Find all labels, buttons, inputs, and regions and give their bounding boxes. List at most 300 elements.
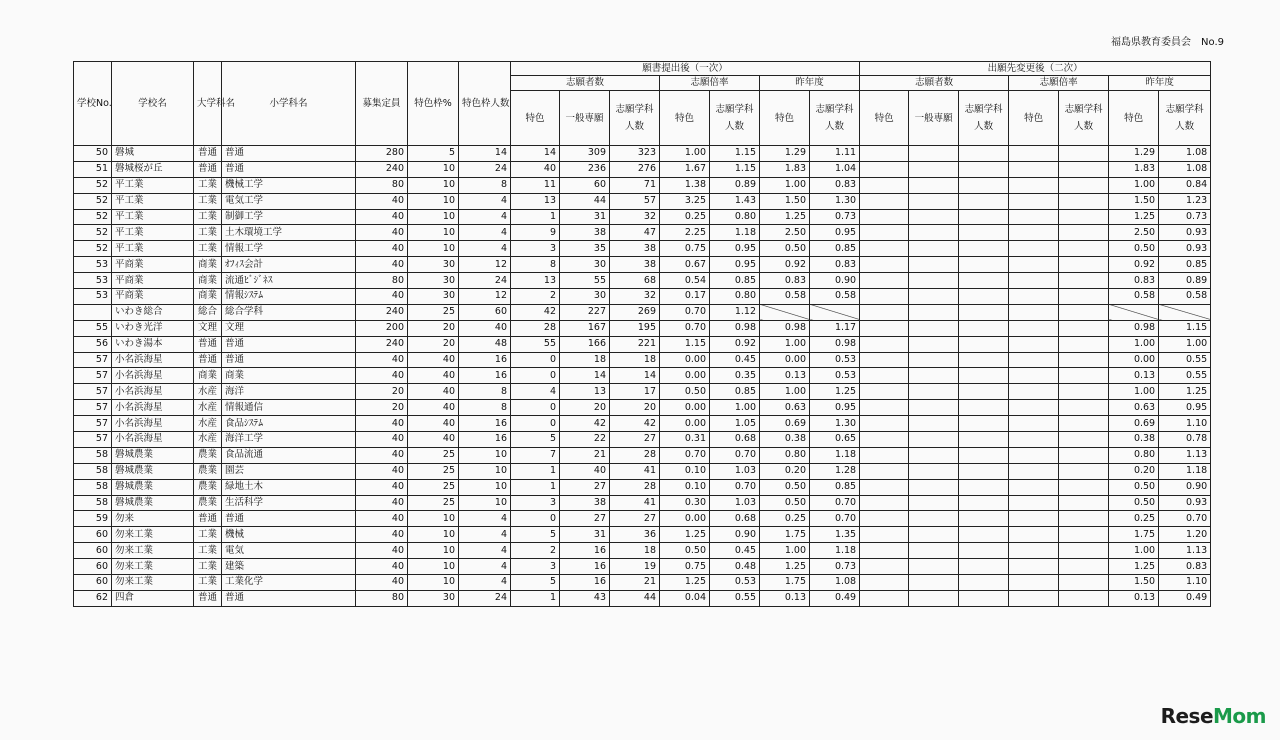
table-row bbox=[74, 527, 1211, 543]
cell-t2 bbox=[860, 479, 909, 495]
cell-g2 bbox=[959, 146, 1009, 162]
cell-pg1: 0.85 bbox=[810, 241, 860, 257]
table-row bbox=[74, 479, 1211, 495]
cell-i1: 38 bbox=[560, 225, 610, 241]
cell-teiin: 40 bbox=[356, 575, 408, 591]
cell-i2 bbox=[909, 320, 959, 336]
cell-rg2 bbox=[1059, 209, 1109, 225]
cell-g1: 32 bbox=[610, 289, 660, 305]
cell-rg1: 0.89 bbox=[710, 177, 760, 193]
cell-rg2 bbox=[1059, 146, 1109, 162]
cell-teiin: 200 bbox=[356, 320, 408, 336]
cell-g2 bbox=[959, 289, 1009, 305]
cell-pct: 5 bbox=[408, 146, 459, 162]
cell-pt1: 0.38 bbox=[760, 432, 810, 448]
cell-rt1: 0.67 bbox=[660, 257, 710, 273]
col-tokushoku-ninzu: 特色枠人数 bbox=[459, 62, 511, 146]
cell-i2 bbox=[909, 241, 959, 257]
cell-sho: 生活科学 bbox=[222, 495, 356, 511]
cell-rg1: 0.53 bbox=[710, 575, 760, 591]
cell-name: 磐城農業 bbox=[112, 479, 194, 495]
cell-g2 bbox=[959, 209, 1009, 225]
col-daigaku: 大学科名 bbox=[194, 62, 222, 146]
cell-teiin: 40 bbox=[356, 463, 408, 479]
cell-g1: 323 bbox=[610, 146, 660, 162]
cell-pt2: 1.50 bbox=[1109, 575, 1159, 591]
cell-sho: ｵﾌｨｽ会計 bbox=[222, 257, 356, 273]
cell-dai: 農業 bbox=[194, 463, 222, 479]
cell-no: 57 bbox=[74, 352, 112, 368]
cell-pg2: 0.55 bbox=[1159, 352, 1211, 368]
cell-waku: 10 bbox=[459, 447, 511, 463]
cell-rg2 bbox=[1059, 225, 1109, 241]
h-tokushoku: 特色 bbox=[860, 91, 909, 146]
cell-t1: 3 bbox=[511, 241, 560, 257]
cell-rg1: 1.03 bbox=[710, 495, 760, 511]
cell-rt1: 0.00 bbox=[660, 511, 710, 527]
cell-i1: 14 bbox=[560, 368, 610, 384]
cell-pt1: 1.50 bbox=[760, 193, 810, 209]
cell-rg2 bbox=[1059, 416, 1109, 432]
cell-name: 勿来工業 bbox=[112, 575, 194, 591]
cell-rg1: 0.45 bbox=[710, 352, 760, 368]
cell-rt2 bbox=[1009, 432, 1059, 448]
cell-i1: 27 bbox=[560, 479, 610, 495]
cell-t1: 40 bbox=[511, 161, 560, 177]
table-row bbox=[74, 273, 1211, 289]
cell-g2 bbox=[959, 575, 1009, 591]
cell-rg1: 0.80 bbox=[710, 209, 760, 225]
cell-t1: 0 bbox=[511, 352, 560, 368]
cell-pg2: 1.10 bbox=[1159, 416, 1211, 432]
cell-rt1: 0.50 bbox=[660, 384, 710, 400]
cell-rg2 bbox=[1059, 432, 1109, 448]
col-school-name: 学校名 bbox=[112, 62, 194, 146]
cell-rg1: 1.05 bbox=[710, 416, 760, 432]
cell-i2 bbox=[909, 384, 959, 400]
cell-sho: 土木環境工学 bbox=[222, 225, 356, 241]
cell-pt2: 0.13 bbox=[1109, 590, 1159, 606]
cell-name: いわき光洋 bbox=[112, 320, 194, 336]
table-row bbox=[74, 241, 1211, 257]
cell-sho: 建築 bbox=[222, 559, 356, 575]
cell-pt1: 0.80 bbox=[760, 447, 810, 463]
cell-pg1: 0.83 bbox=[810, 177, 860, 193]
cell-pt2: 2.50 bbox=[1109, 225, 1159, 241]
cell-i1: 166 bbox=[560, 336, 610, 352]
cell-g1: 41 bbox=[610, 495, 660, 511]
cell-t2 bbox=[860, 575, 909, 591]
cell-no: 60 bbox=[74, 559, 112, 575]
cell-i1: 309 bbox=[560, 146, 610, 162]
cell-sho: 電気工学 bbox=[222, 193, 356, 209]
cell-t1: 9 bbox=[511, 225, 560, 241]
cell-sho: 工業化学 bbox=[222, 575, 356, 591]
cell-t1: 5 bbox=[511, 432, 560, 448]
cell-t1: 1 bbox=[511, 209, 560, 225]
cell-dai: 工業 bbox=[194, 177, 222, 193]
cell-no: 58 bbox=[74, 495, 112, 511]
cell-rg1: 1.18 bbox=[710, 225, 760, 241]
cell-t1: 13 bbox=[511, 273, 560, 289]
cell-dai: 工業 bbox=[194, 241, 222, 257]
cell-rt1: 0.30 bbox=[660, 495, 710, 511]
cell-pg2: 1.25 bbox=[1159, 384, 1211, 400]
col-tokushoku-pct: 特色枠% bbox=[408, 62, 459, 146]
cell-dai: 文理 bbox=[194, 320, 222, 336]
cell-pct: 25 bbox=[408, 479, 459, 495]
sub-zennendo-1: 昨年度 bbox=[760, 76, 860, 91]
cell-sho: 流通ﾋﾞｼﾞﾈｽ bbox=[222, 273, 356, 289]
cell-pt1: 0.83 bbox=[760, 273, 810, 289]
cell-pt2: 0.83 bbox=[1109, 273, 1159, 289]
cell-pt1: 0.20 bbox=[760, 463, 810, 479]
cell-pct: 40 bbox=[408, 352, 459, 368]
cell-i1: 18 bbox=[560, 352, 610, 368]
cell-pct: 40 bbox=[408, 384, 459, 400]
cell-teiin: 40 bbox=[356, 193, 408, 209]
cell-i1: 38 bbox=[560, 495, 610, 511]
cell-rg2 bbox=[1059, 257, 1109, 273]
group-second: 出願先変更後（二次） bbox=[860, 62, 1211, 76]
cell-g1: 38 bbox=[610, 241, 660, 257]
cell-pt2: 1.83 bbox=[1109, 161, 1159, 177]
cell-rg1: 0.95 bbox=[710, 241, 760, 257]
cell-g2 bbox=[959, 193, 1009, 209]
cell-t1: 42 bbox=[511, 304, 560, 320]
cell-pct: 40 bbox=[408, 416, 459, 432]
cell-rg2 bbox=[1059, 336, 1109, 352]
table-row bbox=[74, 575, 1211, 591]
table-row bbox=[74, 447, 1211, 463]
cell-teiin: 80 bbox=[356, 590, 408, 606]
cell-waku: 4 bbox=[459, 193, 511, 209]
cell-pt2: 0.20 bbox=[1109, 463, 1159, 479]
table-row bbox=[74, 257, 1211, 273]
cell-name: 磐城桜が丘 bbox=[112, 161, 194, 177]
cell-rt1: 1.00 bbox=[660, 146, 710, 162]
cell-rg2 bbox=[1059, 273, 1109, 289]
cell-name: 勿来工業 bbox=[112, 527, 194, 543]
page-number: No.9 bbox=[1201, 37, 1224, 48]
cell-pt1: 0.00 bbox=[760, 352, 810, 368]
cell-waku: 4 bbox=[459, 241, 511, 257]
cell-g1: 28 bbox=[610, 447, 660, 463]
cell-teiin: 40 bbox=[356, 559, 408, 575]
cell-g1: 269 bbox=[610, 304, 660, 320]
cell-i1: 40 bbox=[560, 463, 610, 479]
cell-rt2 bbox=[1009, 320, 1059, 336]
cell-rt2 bbox=[1009, 241, 1059, 257]
cell-rg1: 0.45 bbox=[710, 543, 760, 559]
cell-rg2 bbox=[1059, 559, 1109, 575]
cell-t2 bbox=[860, 495, 909, 511]
cell-teiin: 40 bbox=[356, 289, 408, 305]
sub-zennendo-2: 昨年度 bbox=[1109, 76, 1211, 91]
cell-rg2 bbox=[1059, 590, 1109, 606]
cell-g2 bbox=[959, 543, 1009, 559]
cell-rt1: 0.75 bbox=[660, 559, 710, 575]
cell-sho: 食品流通 bbox=[222, 447, 356, 463]
cell-pg2: 0.73 bbox=[1159, 209, 1211, 225]
cell-no: 57 bbox=[74, 368, 112, 384]
cell-teiin: 40 bbox=[356, 352, 408, 368]
cell-rt1: 0.25 bbox=[660, 209, 710, 225]
cell-teiin: 40 bbox=[356, 511, 408, 527]
cell-pg2: 1.00 bbox=[1159, 336, 1211, 352]
cell-sho: 商業 bbox=[222, 368, 356, 384]
cell-waku: 12 bbox=[459, 289, 511, 305]
cell-g1: 221 bbox=[610, 336, 660, 352]
cell-pt1: 1.29 bbox=[760, 146, 810, 162]
cell-pg1: 0.65 bbox=[810, 432, 860, 448]
cell-sho: 海洋工学 bbox=[222, 432, 356, 448]
cell-dai: 普通 bbox=[194, 161, 222, 177]
table-row bbox=[74, 384, 1211, 400]
cell-rg2 bbox=[1059, 479, 1109, 495]
cell-rg1: 1.15 bbox=[710, 161, 760, 177]
cell-rg2 bbox=[1059, 543, 1109, 559]
cell-rt2 bbox=[1009, 225, 1059, 241]
cell-i2 bbox=[909, 368, 959, 384]
cell-g2 bbox=[959, 273, 1009, 289]
cell-name: 平商業 bbox=[112, 257, 194, 273]
cell-no: 62 bbox=[74, 590, 112, 606]
cell-pt1: 0.25 bbox=[760, 511, 810, 527]
cell-t1: 3 bbox=[511, 559, 560, 575]
cell-g1: 32 bbox=[610, 209, 660, 225]
cell-pct: 40 bbox=[408, 432, 459, 448]
cell-i1: 35 bbox=[560, 241, 610, 257]
cell-dai: 普通 bbox=[194, 336, 222, 352]
table-row bbox=[74, 225, 1211, 241]
cell-i2 bbox=[909, 463, 959, 479]
table-row bbox=[74, 495, 1211, 511]
cell-waku: 10 bbox=[459, 479, 511, 495]
cell-pt1: 2.50 bbox=[760, 225, 810, 241]
cell-g2 bbox=[959, 177, 1009, 193]
cell-rt1: 1.25 bbox=[660, 575, 710, 591]
cell-no bbox=[74, 304, 112, 320]
cell-g1: 36 bbox=[610, 527, 660, 543]
cell-rt1: 0.50 bbox=[660, 543, 710, 559]
cell-pg2: 0.58 bbox=[1159, 289, 1211, 305]
cell-sho: 総合学科 bbox=[222, 304, 356, 320]
cell-i1: 30 bbox=[560, 289, 610, 305]
cell-i2 bbox=[909, 527, 959, 543]
cell-pt2: 0.38 bbox=[1109, 432, 1159, 448]
cell-pct: 40 bbox=[408, 368, 459, 384]
cell-sho: 海洋 bbox=[222, 384, 356, 400]
cell-i1: 167 bbox=[560, 320, 610, 336]
cell-rt2 bbox=[1009, 257, 1059, 273]
cell-pg2: 0.93 bbox=[1159, 225, 1211, 241]
cell-t1: 1 bbox=[511, 590, 560, 606]
cell-waku: 10 bbox=[459, 495, 511, 511]
cell-g1: 42 bbox=[610, 416, 660, 432]
cell-i2 bbox=[909, 209, 959, 225]
cell-rg1: 0.92 bbox=[710, 336, 760, 352]
cell-pct: 25 bbox=[408, 447, 459, 463]
cell-pct: 10 bbox=[408, 209, 459, 225]
cell-rg2 bbox=[1059, 177, 1109, 193]
cell-name: 磐城農業 bbox=[112, 463, 194, 479]
cell-pct: 30 bbox=[408, 273, 459, 289]
cell-rg1: 1.15 bbox=[710, 146, 760, 162]
cell-pt1: 1.00 bbox=[760, 336, 810, 352]
cell-i1: 31 bbox=[560, 527, 610, 543]
cell-no: 52 bbox=[74, 193, 112, 209]
cell-pg1: 1.04 bbox=[810, 161, 860, 177]
cell-dai: 水産 bbox=[194, 432, 222, 448]
cell-g2 bbox=[959, 241, 1009, 257]
cell-rt1: 0.70 bbox=[660, 320, 710, 336]
cell-sho: 普通 bbox=[222, 161, 356, 177]
sub-bairitsu-1: 志願倍率 bbox=[660, 76, 760, 91]
cell-i1: 55 bbox=[560, 273, 610, 289]
cell-no: 60 bbox=[74, 527, 112, 543]
cell-rg2 bbox=[1059, 352, 1109, 368]
cell-rt1: 0.04 bbox=[660, 590, 710, 606]
cell-pg2: 0.89 bbox=[1159, 273, 1211, 289]
cell-rt2 bbox=[1009, 193, 1059, 209]
cell-g2 bbox=[959, 352, 1009, 368]
cell-pt1: 0.50 bbox=[760, 495, 810, 511]
cell-rt2 bbox=[1009, 543, 1059, 559]
cell-pct: 10 bbox=[408, 575, 459, 591]
cell-name: 小名浜海星 bbox=[112, 352, 194, 368]
cell-waku: 10 bbox=[459, 463, 511, 479]
cell-i2 bbox=[909, 225, 959, 241]
cell-waku: 24 bbox=[459, 161, 511, 177]
cell-sho: 情報工学 bbox=[222, 241, 356, 257]
cell-no: 52 bbox=[74, 241, 112, 257]
cell-sho: 制御工学 bbox=[222, 209, 356, 225]
cell-i1: 42 bbox=[560, 416, 610, 432]
cell-pt2: 0.25 bbox=[1109, 511, 1159, 527]
cell-name: 磐城農業 bbox=[112, 447, 194, 463]
cell-waku: 16 bbox=[459, 432, 511, 448]
cell-sho: 緑地土木 bbox=[222, 479, 356, 495]
cell-dai: 商業 bbox=[194, 289, 222, 305]
cell-pt1: 1.75 bbox=[760, 575, 810, 591]
cell-pt2: 0.98 bbox=[1109, 320, 1159, 336]
cell-teiin: 40 bbox=[356, 543, 408, 559]
cell-dai: 工業 bbox=[194, 193, 222, 209]
cell-teiin: 240 bbox=[356, 336, 408, 352]
cell-rg2 bbox=[1059, 289, 1109, 305]
cell-name: 平商業 bbox=[112, 289, 194, 305]
cell-t2 bbox=[860, 384, 909, 400]
cell-rt2 bbox=[1009, 495, 1059, 511]
cell-no: 55 bbox=[74, 320, 112, 336]
h-gakka: 志願学科人数 bbox=[610, 91, 660, 146]
cell-rt1: 1.15 bbox=[660, 336, 710, 352]
col-shougakka: 小学科名 bbox=[222, 62, 356, 146]
cell-waku: 8 bbox=[459, 177, 511, 193]
cell-pct: 30 bbox=[408, 289, 459, 305]
cell-waku: 60 bbox=[459, 304, 511, 320]
cell-pg1: 1.18 bbox=[810, 543, 860, 559]
cell-t2 bbox=[860, 463, 909, 479]
cell-pct: 20 bbox=[408, 336, 459, 352]
cell-i1: 30 bbox=[560, 257, 610, 273]
cell-rt1: 0.54 bbox=[660, 273, 710, 289]
sub-bairitsu-2: 志願倍率 bbox=[1009, 76, 1109, 91]
cell-pg2: 0.85 bbox=[1159, 257, 1211, 273]
table-row bbox=[74, 177, 1211, 193]
cell-rt1: 0.70 bbox=[660, 304, 710, 320]
cell-pct: 10 bbox=[408, 559, 459, 575]
cell-teiin: 240 bbox=[356, 161, 408, 177]
cell-rg1: 0.55 bbox=[710, 590, 760, 606]
cell-i1: 27 bbox=[560, 511, 610, 527]
cell-g2 bbox=[959, 447, 1009, 463]
cell-g2 bbox=[959, 320, 1009, 336]
table-row bbox=[74, 543, 1211, 559]
cell-dai: 工業 bbox=[194, 209, 222, 225]
cell-rg2 bbox=[1059, 161, 1109, 177]
table-row bbox=[74, 193, 1211, 209]
table-header bbox=[74, 62, 1211, 146]
cell-sho: 普通 bbox=[222, 590, 356, 606]
cell-name: 平工業 bbox=[112, 193, 194, 209]
cell-no: 51 bbox=[74, 161, 112, 177]
cell-no: 56 bbox=[74, 336, 112, 352]
cell-dai: 商業 bbox=[194, 257, 222, 273]
cell-teiin: 20 bbox=[356, 400, 408, 416]
cell-g1: 18 bbox=[610, 543, 660, 559]
h-tokushoku: 特色 bbox=[660, 91, 710, 146]
cell-rt1: 3.25 bbox=[660, 193, 710, 209]
cell-pct: 30 bbox=[408, 590, 459, 606]
cell-t2 bbox=[860, 336, 909, 352]
cell-rt1: 0.75 bbox=[660, 241, 710, 257]
cell-no: 53 bbox=[74, 257, 112, 273]
cell-teiin: 80 bbox=[356, 273, 408, 289]
cell-sho: 普通 bbox=[222, 511, 356, 527]
cell-dai: 水産 bbox=[194, 416, 222, 432]
table-row bbox=[74, 432, 1211, 448]
cell-t2 bbox=[860, 447, 909, 463]
cell-no: 53 bbox=[74, 273, 112, 289]
cell-i2 bbox=[909, 559, 959, 575]
cell-sho: 園芸 bbox=[222, 463, 356, 479]
cell-pt2: 0.58 bbox=[1109, 289, 1159, 305]
cell-pg2: 0.55 bbox=[1159, 368, 1211, 384]
cell-t2 bbox=[860, 241, 909, 257]
cell-dai: 水産 bbox=[194, 400, 222, 416]
cell-waku: 4 bbox=[459, 559, 511, 575]
cell-rt1: 1.25 bbox=[660, 527, 710, 543]
cell-t1: 2 bbox=[511, 543, 560, 559]
cell-name: 平工業 bbox=[112, 177, 194, 193]
cell-teiin: 40 bbox=[356, 527, 408, 543]
cell-i2 bbox=[909, 432, 959, 448]
cell-t2 bbox=[860, 543, 909, 559]
cell-pt2: 1.00 bbox=[1109, 384, 1159, 400]
table-row bbox=[74, 146, 1211, 162]
cell-pct: 10 bbox=[408, 225, 459, 241]
cell-pct: 10 bbox=[408, 543, 459, 559]
cell-i2 bbox=[909, 447, 959, 463]
cell-rg2 bbox=[1059, 495, 1109, 511]
cell-pt1: 1.25 bbox=[760, 559, 810, 575]
cell-pt2: 1.25 bbox=[1109, 559, 1159, 575]
cell-rt2 bbox=[1009, 463, 1059, 479]
cell-teiin: 40 bbox=[356, 241, 408, 257]
cell-pt2: 0.13 bbox=[1109, 368, 1159, 384]
